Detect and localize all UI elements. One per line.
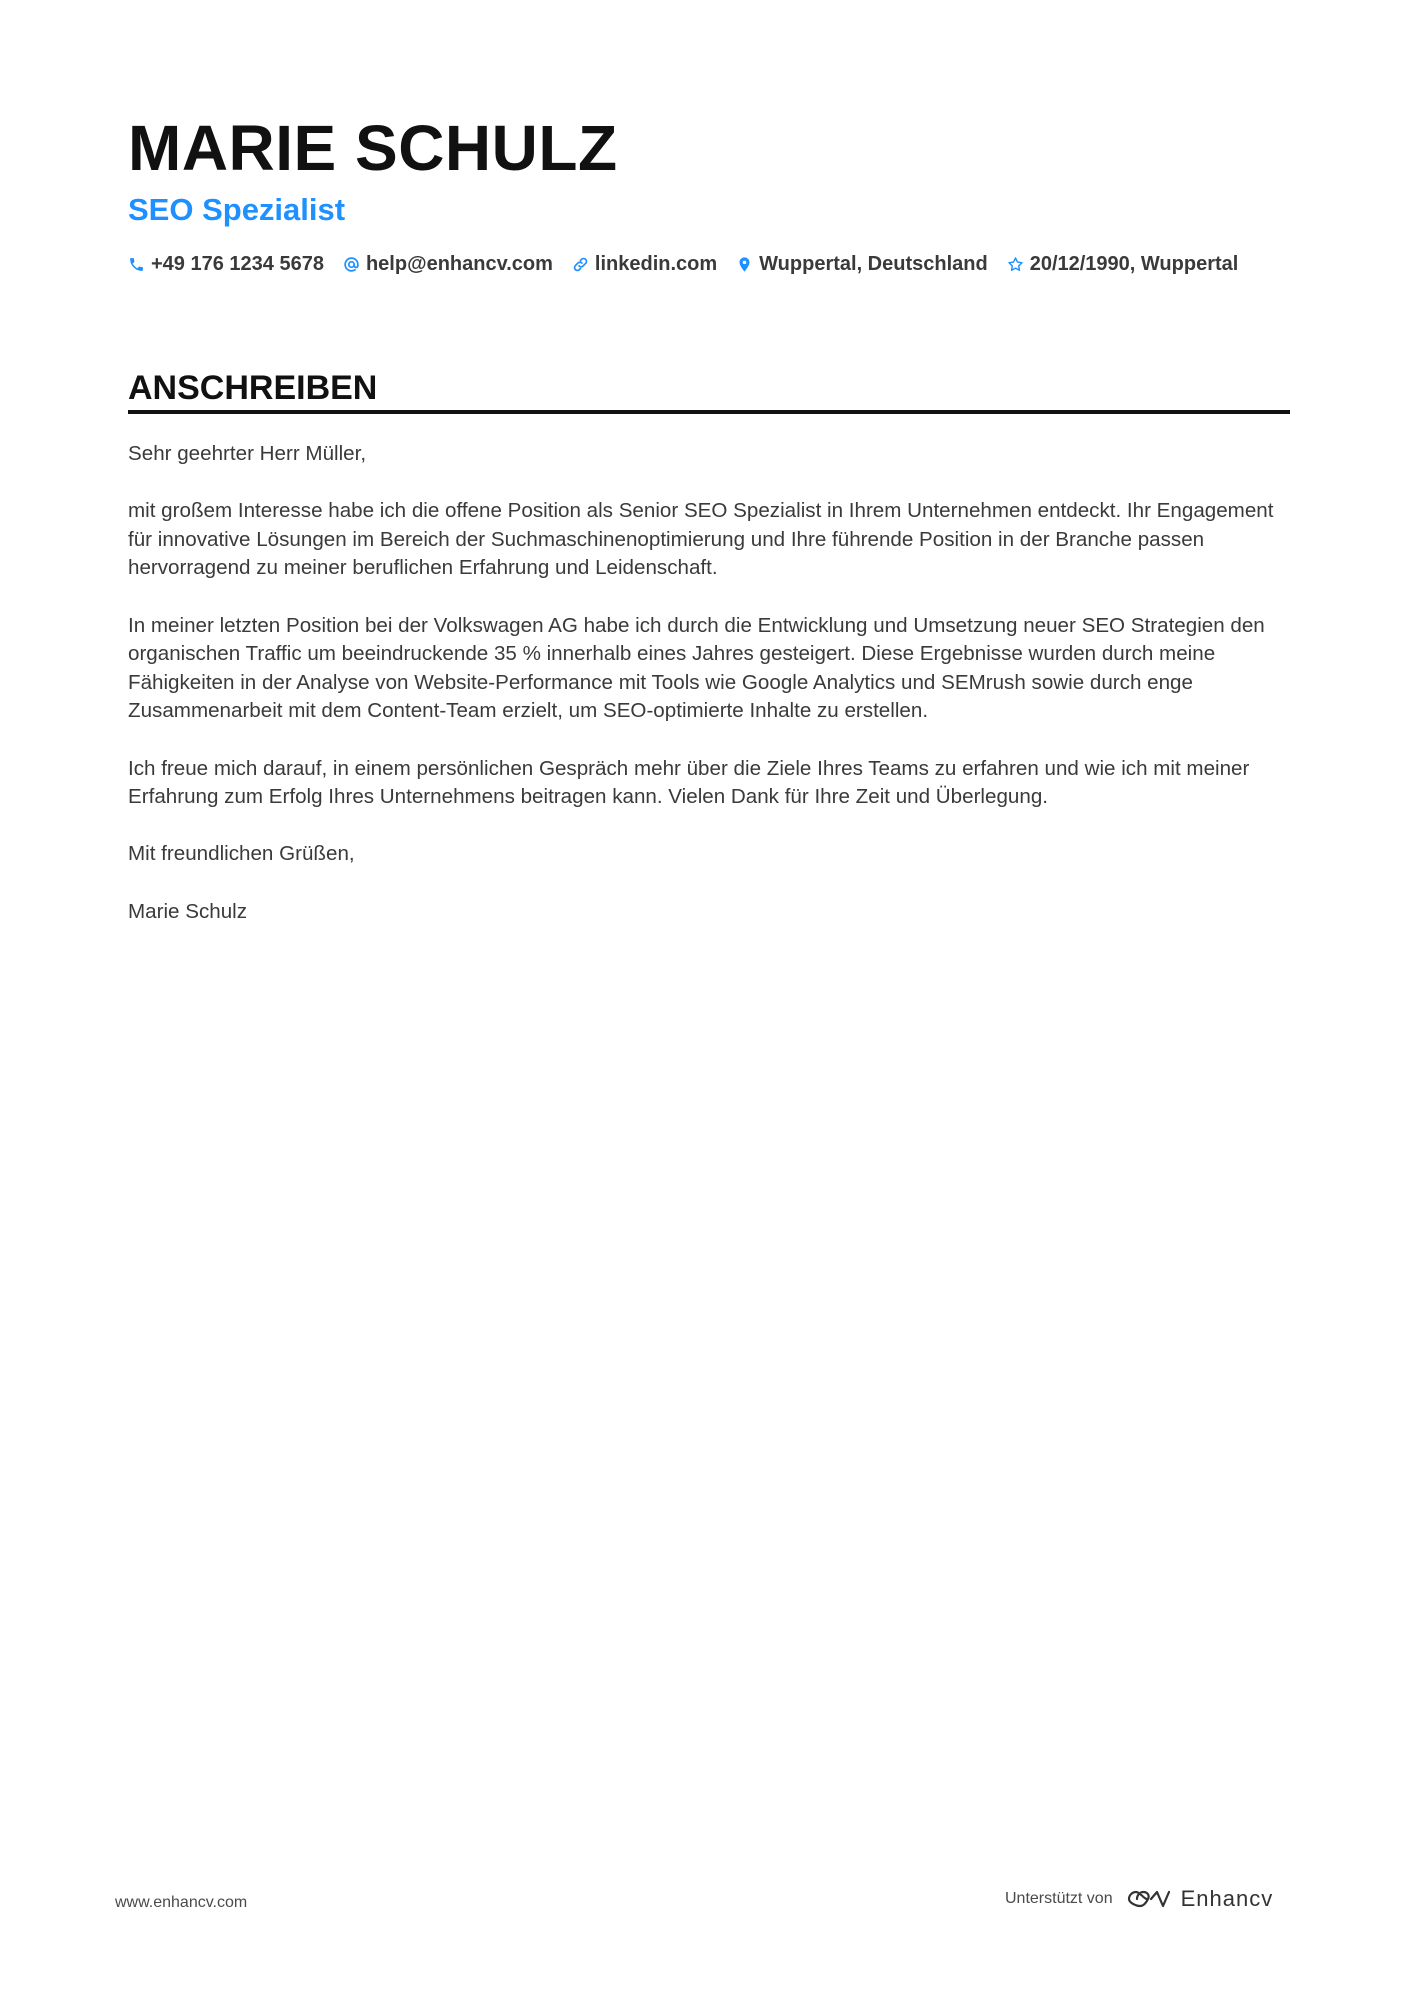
contact-birth xyxy=(1007,253,1239,276)
birth-text: 20/12/1990, Wuppertal xyxy=(1029,253,1239,275)
star-icon xyxy=(1007,256,1024,273)
at-icon xyxy=(343,256,360,273)
footer-url[interactable]: www.enhancv.com xyxy=(115,1894,248,1911)
letter-paragraph-2: In meiner letzten Position bei der Volkswagen AG habe ich durch die Entwicklung und Umsetzung neuer SEO Strategien den organischen Traffic um beeindruckende 35 % innerhalb eines Jahres gesteigert. Diese Ergebnisse wurden durch meine Fähigkeiten in der Analyse von Website-Performance mit Tools wie Google Analytics und SEMrush sowie durch enge Zusammenarbeit mit dem Content-Team erzielt, um SEO-optimierte Inhalte zu erstellen. xyxy=(128,613,1265,723)
linkedin-text: linkedin.com xyxy=(594,253,718,275)
contact-location xyxy=(736,253,988,276)
section-heading: ANSCHREIBEN xyxy=(128,369,378,407)
enhancv-logo[interactable] xyxy=(1125,1886,1274,1912)
letter-body xyxy=(128,440,1290,955)
location-pin-icon xyxy=(736,256,753,273)
candidate-name: MARIE SCHULZ xyxy=(128,112,618,184)
letter-closing: Mit freundlichen Grüßen, xyxy=(128,842,355,866)
letter-salutation: Sehr geehrter Herr Müller, xyxy=(128,442,367,465)
contact-phone[interactable] xyxy=(128,253,324,276)
contact-linkedin[interactable] xyxy=(572,253,717,276)
contact-email[interactable] xyxy=(343,253,553,276)
email-text: help@enhancv.com xyxy=(365,253,553,275)
enhancv-logo-icon xyxy=(1125,1887,1171,1911)
letter-paragraph-1: mit großem Interesse habe ich die offene Position als Senior SEO Spezialist in Ihrem Unternehmen entdeckt. Ihr Engagement für innovative Lösungen im Bereich der Suchmaschinenoptimierung und Ihre führende Position in der Branche passen hervorragend zu meiner beruflichen Erfahrung und Leidenschaft. xyxy=(128,499,1274,580)
job-title: SEO Spezialist xyxy=(128,192,346,227)
enhancv-brand: Enhancv xyxy=(1180,1886,1274,1911)
section-divider xyxy=(128,410,1290,414)
phone-icon xyxy=(128,256,145,273)
letter-paragraph-3: Ich freue mich darauf, in einem persönlichen Gespräch mehr über die Ziele Ihres Teams zu erfahren und wie ich mit meiner Erfahrung zum Erfolg Ihres Unternehmens beitragen kann. Vielen Dank für Ihre Zeit und Überlegung. xyxy=(128,756,1250,809)
phone-text: +49 176 1234 5678 xyxy=(151,253,324,275)
location-text: Wuppertal, Deutschland xyxy=(759,253,988,275)
letter-signature: Marie Schulz xyxy=(128,899,248,923)
powered-by-label: Unterstützt von xyxy=(1005,1890,1113,1907)
powered-by xyxy=(1005,1886,1273,1912)
link-icon xyxy=(572,256,589,273)
contact-row xyxy=(128,253,1290,276)
